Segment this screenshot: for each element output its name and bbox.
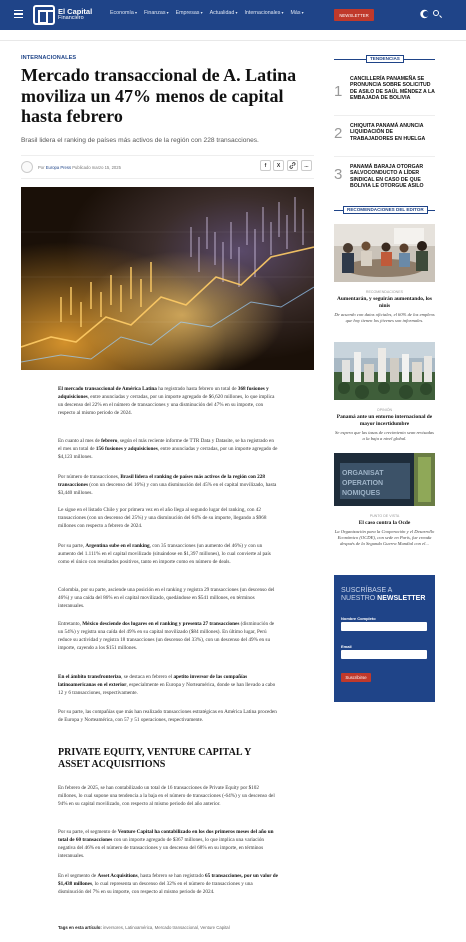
rec-summary: La Organización para la Cooperación y el Desarrollo Económico (OCDE), con sede en París, fue creada después de la Segunda Guerra Mundial con el... xyxy=(334,529,435,546)
search-icon[interactable] xyxy=(433,10,439,16)
trend-number: 3 xyxy=(334,166,343,183)
newsletter-button[interactable]: NEWSLETTER xyxy=(334,9,374,21)
newsletter-box xyxy=(334,575,435,702)
rec-category[interactable]: OPINIÓN xyxy=(376,408,393,412)
article-paragraph: En febrero de 2025, se han contabilizado un total de 16 transacciones de Private Equity por $102 millones, lo cual supone una tendencia a la baja en el número de transacciones (-64%) y un descenso del 94% en su capital movilizado, con respecto al mismo periodo del año anterior. xyxy=(58,785,275,807)
article-paragraph: En el ámbito transfronterizo, se destaca en febrero el apetito inversor de las compañías latinoamericanas en el exterior, especialmente en Europa y Norteamérica, donde se han llevado a cabo 12 y 6 transacciones, respectivamente. xyxy=(58,674,276,696)
divider xyxy=(21,178,314,179)
article-title: Mercado transaccional de A. Latina moviliza un 47% menos de capital hasta febrero xyxy=(21,65,297,126)
nav-item-economia[interactable]: Economía ▾ xyxy=(110,10,137,16)
rec-category[interactable]: RECOMENDACIONES xyxy=(365,290,404,294)
name-label: Nombre Completo xyxy=(341,616,376,621)
logo-line2: Financiero xyxy=(58,15,84,21)
author-avatar xyxy=(21,161,33,173)
article-paragraph: Por su parte, el segmento de Venture Capital ha contabilizado en los dos primeros meses del año un total de 60 transacciones con un importe agregado de $367 millones, lo que implica una variación negativa del 46% en el número de transacciones y un descenso del 68% en su importe, en términos interanuales. xyxy=(58,829,274,859)
newsletter-heading-2a: NUESTRO xyxy=(341,595,378,602)
trend-title[interactable]: CANCILLERÍA PANAMEÑA SE PRONUNCIA SOBRE SOLICITUD DE ASILO DE SAÚL MÉNDEZ A LA EMBAJADA DE BOLIVIA xyxy=(350,76,435,102)
author-link[interactable]: Europa Press xyxy=(45,165,72,170)
subscribe-button[interactable]: Suscribirse xyxy=(341,673,371,682)
nav-item-mas[interactable]: Más ▾ xyxy=(291,10,304,16)
logo-line1: El Capital xyxy=(58,7,93,16)
rec-title[interactable]: Aumentarán, y seguirán aumentando, los ninis xyxy=(337,296,432,309)
svg-text:NOMIQUES: NOMIQUES xyxy=(342,490,381,497)
rec-summary: Se espera que las tasas de crecimiento sean revisadas a la baja a nivel global. xyxy=(335,430,434,441)
article-paragraph: Por número de transacciones, Brasil lidera el ranking de países más activos de la región con 228 transacciones (con un descenso del 16%) y con una disminución del 45% en el capital movilizado, hasta $3,440 millones. xyxy=(58,474,277,496)
x-share-icon[interactable]: X xyxy=(273,160,284,171)
svg-text:OPERATION: OPERATION xyxy=(342,480,384,487)
trend-number: 1 xyxy=(334,83,343,100)
article-paragraph: El mercado transaccional de América Latina ha registrado hasta febrero un total de 368 fusiones y adquisiciones, entre anunciadas y cerradas, por un importe agregado de $6,620 millones, lo que implica un descenso del 22% en el número de transacciones y una disminución del 47% en su importe, con respecto al mismo periodo de 2024. xyxy=(58,386,275,416)
nav-item-empresas[interactable]: Empresas ▾ xyxy=(176,10,203,16)
trend-title[interactable]: PANAMÁ BARAJA OTORGAR SALVOCONDUCTO A LÍDER SINDICAL EN CASO DE QUE BOLIVIA LE OTORGUE ASILO xyxy=(350,164,424,190)
logo-mark-icon xyxy=(33,5,55,25)
site-logo[interactable] xyxy=(33,5,92,25)
tags-list[interactable]: inversores, Latinoamérica, Mercado transaccional, Venture Capital xyxy=(103,925,230,930)
article-paragraph: Le sigue en el listado Chile y por primera vez en el año llega al segundo lugar del ranking, con 42 transacciones (con un descenso del 25%) y una disminución del 64% de su importe, llegando a $968 millones con respecto a febrero de 2024. xyxy=(58,507,267,529)
divider xyxy=(334,115,435,116)
top-navbar xyxy=(0,0,466,30)
article-paragraph: En el segmento de Asset Acquisitions, hasta febrero se han registrado 65 transacciones, por un valor de $1,438 millones, lo cual representa un descenso del 32% en el número de transacciones y una disminución del 7% en su importe, con respecto al mismo periodo de 2024. xyxy=(58,873,278,895)
tags-label: Tags en esta artículo: xyxy=(58,925,102,930)
nav-item-actualidad[interactable]: Actualidad ▾ xyxy=(210,10,238,16)
trend-number: 2 xyxy=(334,125,343,142)
recs-label: RECOMENDACIONES DEL EDITOR xyxy=(343,206,428,214)
nav-item-internacionales[interactable]: Internacionales ▾ xyxy=(244,10,283,16)
byline-prefix: Por xyxy=(38,165,45,170)
email-field[interactable] xyxy=(341,650,427,659)
article-category[interactable]: INTERNACIONALES xyxy=(21,55,77,61)
article-paragraph: Colombia, por su parte, asciende una posición en el ranking y registra 29 transacciones (un descenso del 46%) y una caída del 86% en el capital movilizado, quedándose en $541 millones, en términos interanuales. xyxy=(58,587,275,609)
rec-image-city[interactable] xyxy=(334,342,435,400)
rec-summary: De acuerdo con datos oficiales, el 60% de los empleos que hoy tienen los jóvenes son informales. xyxy=(334,312,435,323)
rec-image-meeting[interactable] xyxy=(334,224,435,282)
article-paragraph: Por su parte, Argentina sube en el ranking, con 35 transacciones (un aumento del 46%) y con un aumento del 1.111% en el capital movilizado (situándose en $1,397 millones), lo cual convierte al país como el único con resultados positivos, tanto en importe como en número de deals. xyxy=(58,543,271,565)
article-paragraph: Por su parte, las compañías que más han realizado transacciones estratégicas en América Latina proceden de Europa y Norteamérica, con 57 y 51 operaciones, respectivamente. xyxy=(58,709,277,723)
article-meta xyxy=(38,165,121,170)
more-options-icon[interactable]: ... xyxy=(301,160,312,171)
article-paragraph: En cuanto al mes de febrero, según el más reciente informe de TTR Data y Datasite, se ha registrado en el mes un total de 156 fusiones y adquisiciones, entre anunciadas y cerradas, por un importe agregado de $4,123 millones. xyxy=(58,438,278,460)
name-field[interactable] xyxy=(341,622,427,631)
article-tags xyxy=(58,925,230,930)
article-subtitle: Brasil lidera el ranking de países más activos de la región con 228 transacciones. xyxy=(21,137,259,144)
divider xyxy=(334,156,435,157)
email-label: Email xyxy=(341,644,352,649)
article-paragraph: Entretanto, México desciende dos lugares en el ranking y presenta 27 transacciones (disminución de un 54%) y registra una caída del 49% en su capital movilizado ($84 millones). En último lugar, Perú reduce su actividad y registra 18 transacciones (un descenso del 33%), con un descenso del 49% en su importe, cayendo a los $151 millones. xyxy=(58,621,275,651)
newsletter-heading-1: SUSCRÍBASE A xyxy=(341,587,393,594)
trends-label: TENDENCIAS xyxy=(366,55,404,63)
svg-text:ORGANISAT: ORGANISAT xyxy=(342,470,384,477)
article-hero-image xyxy=(21,187,314,370)
nav-item-finanzas[interactable]: Finanzas ▾ xyxy=(144,10,169,16)
rec-title[interactable]: El caso contra la Ocde xyxy=(358,520,411,526)
newsletter-heading-2b: NEWSLETTER xyxy=(377,595,426,602)
rec-category[interactable]: PUNTO DE VISTA xyxy=(369,514,400,518)
divider xyxy=(21,155,314,156)
copy-link-icon[interactable] xyxy=(287,160,298,171)
trend-title[interactable]: CHIQUITA PANAMÁ ANUNCIA LIQUIDACIÓN DE TRABAJADORES EN HUELGA xyxy=(350,123,426,142)
publish-date: Publicado marzo 15, 2025 xyxy=(72,165,121,170)
main-nav xyxy=(110,10,311,16)
facebook-share-icon[interactable]: f xyxy=(260,160,271,171)
header-divider xyxy=(0,40,466,41)
dark-mode-icon[interactable] xyxy=(423,11,429,17)
rec-image-oecd[interactable] xyxy=(334,453,435,506)
menu-icon[interactable] xyxy=(14,10,23,18)
rec-title[interactable]: Panamá ante un entorno internacional de mayor incertidumbre xyxy=(336,414,433,427)
section-heading: PRIVATE EQUITY, VENTURE CAPITAL Y ASSET ACQUISITIONS xyxy=(58,747,251,770)
